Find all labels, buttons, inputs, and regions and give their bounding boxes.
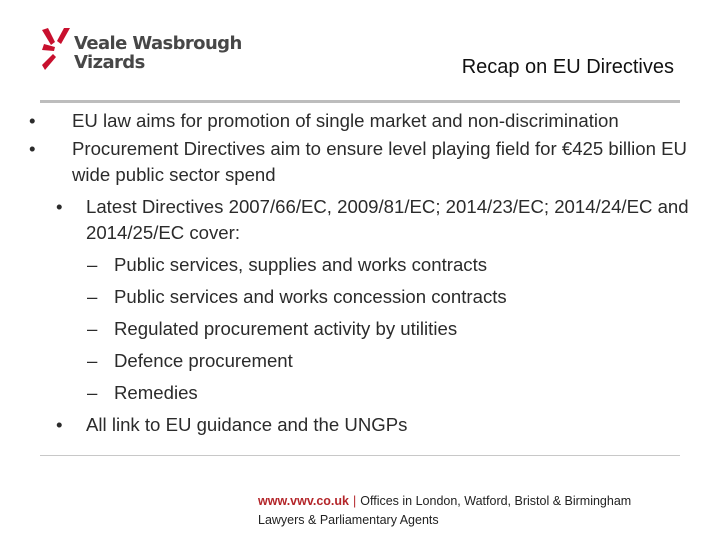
footer-separator: | xyxy=(353,494,357,508)
bullet-text: EU law aims for promotion of single market and non-discrimination xyxy=(72,110,619,131)
dash-marker: – xyxy=(87,382,98,403)
title-divider xyxy=(40,100,680,103)
logo-mark-icon xyxy=(42,28,70,72)
sub-bullet-item xyxy=(0,252,720,278)
logo-text-line2: Vizards xyxy=(74,52,145,73)
bullet-marker: • xyxy=(29,138,36,159)
bullet-text: All link to EU guidance and the UNGPs xyxy=(86,414,408,435)
bullet-item xyxy=(0,108,720,134)
bullet-item xyxy=(0,194,720,246)
sub-bullet-item xyxy=(0,380,720,406)
bullet-marker: • xyxy=(56,196,63,217)
sub-bullet-item xyxy=(0,348,720,374)
logo-text-line1: Veale Wasbrough xyxy=(74,33,242,54)
footer-divider xyxy=(40,455,680,456)
bullet-text: Latest Directives 2007/66/EC, 2009/81/EC; 2014/23/EC; 2014/24/EC and 2014/25/EC cover: xyxy=(86,196,689,243)
website-link[interactable]: www.vwv.co.uk xyxy=(258,494,349,508)
company-logo xyxy=(42,28,242,78)
footer-line1 xyxy=(258,492,631,511)
bullet-item xyxy=(0,136,720,188)
footer xyxy=(258,492,631,530)
dash-marker: – xyxy=(87,286,98,307)
bullet-text: Procurement Directives aim to ensure level playing field for €425 billion EU wide public sector spend xyxy=(72,138,687,185)
dash-marker: – xyxy=(87,254,98,275)
sub-bullet-item xyxy=(0,316,720,342)
footer-tagline: Lawyers & Parliamentary Agents xyxy=(258,513,439,527)
dash-marker: – xyxy=(87,318,98,339)
bullet-marker: • xyxy=(29,110,36,131)
bullet-marker: • xyxy=(56,414,63,435)
sub-bullet-item xyxy=(0,284,720,310)
sub-bullet-text: Public services and works concession contracts xyxy=(114,286,507,307)
slide-title: Recap on EU Directives xyxy=(461,56,674,78)
sub-bullet-text: Public services, supplies and works contracts xyxy=(114,254,488,275)
logo-wordmark xyxy=(74,34,242,72)
bullet-list xyxy=(0,106,720,438)
sub-bullet-text: Remedies xyxy=(114,382,198,403)
dash-marker: – xyxy=(87,350,98,371)
bullet-item xyxy=(0,412,720,438)
sub-bullet-text: Regulated procurement activity by utilities xyxy=(114,318,458,339)
footer-offices: Offices in London, Watford, Bristol & Birmingham xyxy=(360,494,632,508)
sub-bullet-text: Defence procurement xyxy=(114,350,293,371)
